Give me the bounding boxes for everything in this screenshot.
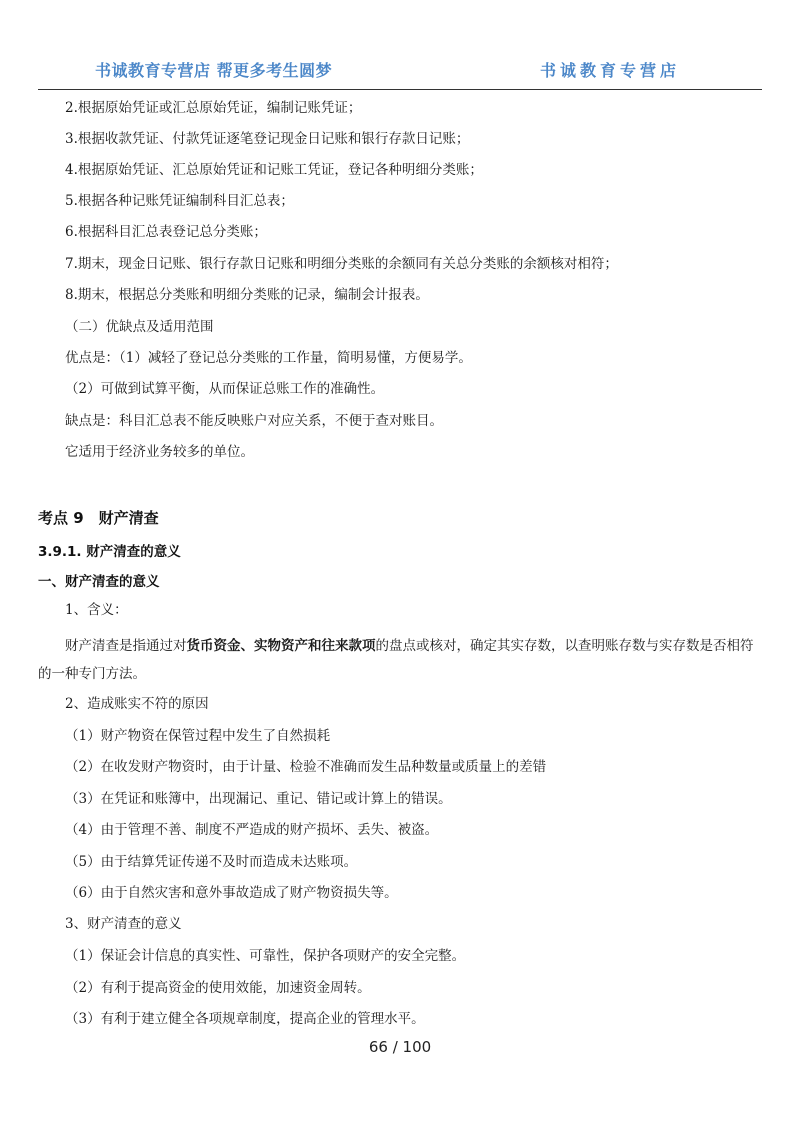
header-divider (38, 89, 762, 90)
significance-label: 3、财产清查的意义 (65, 916, 182, 932)
definition-emphasis: 货币资金、实物资产和往来款项 (186, 638, 376, 654)
step-line: 6.根据科目汇总表登记总分类账； (65, 224, 267, 240)
page-header (0, 0, 800, 92)
page-number: 66 / 100 (368, 1038, 432, 1056)
step-line: 7.期末，现金日记账、银行存款日记账和明细分类账的余额同有关总分类账的余额核对相符； (65, 256, 618, 272)
step-line: 8.期末，根据总分类账和明细分类账的记录，编制会计报表。 (65, 287, 429, 303)
step-line: 5.根据各种记账凭证编制科目汇总表； (65, 193, 294, 209)
definition-text-b: 的盘点或核对，确定其实存数，以查明账存数与实存数是否相符的一种专门方法。 (38, 638, 754, 682)
subsection-title: 3.9.1. 财产清查的意义 (38, 544, 181, 560)
pros-cons-title: （二）优缺点及适用范围 (65, 319, 214, 335)
cause-item: （1）财产物资在保管过程中发生了自然损耗 (65, 728, 331, 744)
subsection-heading: 一、财产清查的意义 (38, 574, 160, 590)
definition-text-a: 财产清查是指通过对 (65, 638, 187, 654)
header-store-name: 书诚教育专营店 (540, 61, 681, 80)
header-slogan: 书诚教育专营店 帮更多考生圆梦 (95, 61, 333, 80)
definition-label: 1、含义： (65, 602, 128, 618)
scope-line: 它适用于经济业务较多的单位。 (65, 444, 254, 460)
cause-item: （4）由于管理不善、制度不严造成的财产损坏、丢失、被盗。 (65, 822, 439, 838)
cause-item: （5）由于结算凭证传递不及时而造成未达账项。 (65, 854, 358, 870)
step-line: 4.根据原始凭证、汇总原始凭证和记账工凭证，登记各种明细分类账； (65, 162, 483, 178)
cons-line: 缺点是：科目汇总表不能反映账户对应关系，不便于查对账目。 (65, 413, 443, 429)
causes-label: 2、造成账实不符的原因 (65, 696, 209, 712)
significance-item: （3）有利于建立健全各项规章制度，提高企业的管理水平。 (65, 1011, 425, 1027)
pros-line: 优点是：（1）减轻了登记总分类账的工作量，简明易懂，方便易学。 (65, 350, 472, 366)
cause-item: （2）在收发财产物资时，由于计量、检验不准确而发生品种数量或质量上的差错 (65, 759, 547, 775)
cause-item: （6）由于自然灾害和意外事故造成了财产物资损失等。 (65, 885, 398, 901)
step-line: 2.根据原始凭证或汇总原始凭证，编制记账凭证； (65, 100, 362, 116)
section-title: 考点 9 财产清查 (38, 509, 159, 527)
significance-item: （1）保证会计信息的真实性、可靠性，保护各项财产的安全完整。 (65, 948, 466, 964)
cause-item: （3）在凭证和账簿中，出现漏记、重记、错记或计算上的错误。 (65, 791, 452, 807)
step-line: 3.根据收款凭证、付款凭证逐笔登记现金日记账和银行存款日记账； (65, 131, 470, 147)
definition-paragraph (38, 632, 762, 688)
significance-item: （2）有利于提高资金的使用效能，加速资金周转。 (65, 980, 371, 996)
pros-line: （2）可做到试算平衡，从而保证总账工作的准确性。 (65, 381, 385, 397)
